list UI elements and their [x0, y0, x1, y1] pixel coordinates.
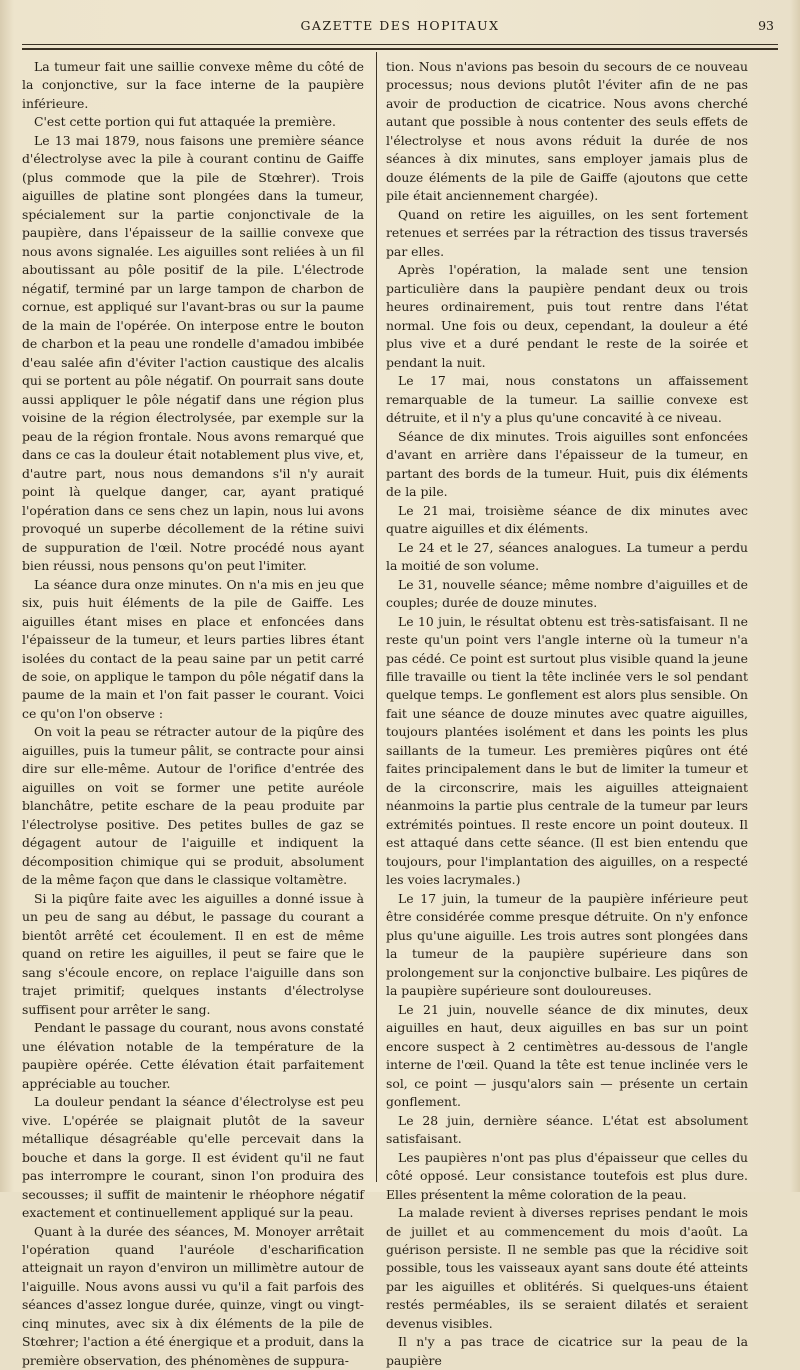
paragraph: tion. Nous n'avions pas besoin du secours de ce nouveau processus; nous devions plutôt l'éviter afin de ne pas avoir de production de cicatrice. Nous avons cherché autant que possible à nous contenter des seuls effets de l'électrolyse et nous avons réduit la durée de nos séances à dix minutes, sans employer jamais plus de douze éléments de la pile de Gaiffe (ajoutons que cette pile était anciennement chargée). — [386, 59, 748, 204]
paragraph: On voit la peau se rétracter autour de la piqûre des aiguilles, puis la tumeur pâlit, se contracte pour ainsi dire sur elle-même. Autour de l'orifice d'entrée des aiguilles on voit se former une petite auréole blanchâtre, petite eschare de la peau produite par l'électrolyse positive. Des petites bulles de gaz se dégagent autour de l'aiguille et indiquent la décomposition chimique qui se produit, absolument de la même façon que dans le classique voltamètre. — [22, 724, 364, 888]
paragraph: Pendant le passage du courant, nous avons constaté une élévation notable de la température de la paupière opérée. Cette élévation était parfaitement appréciable au toucher. — [22, 1020, 364, 1091]
paragraph: Le 17 mai, nous constatons un affaissement remarquable de la tumeur. La saillie convexe est détruite, et il n'y a plus qu'une concavité à ce niveau. — [386, 373, 748, 426]
paragraph: Le 28 juin, dernière séance. L'état est absolument satisfaisant. — [386, 1112, 748, 1147]
page-number: 93 — [758, 18, 774, 33]
header-rule-thick — [22, 48, 778, 50]
left-column — [22, 58, 364, 1368]
paragraph: Le 31, nouvelle séance; même nombre d'aiguilles et de couples; durée de douze minutes. — [386, 576, 748, 611]
paragraph: Si la piqûre faite avec les aiguilles a donné issue à un peu de sang au début, le passage du courant a bientôt arrêté cet écoulement. Il en est de même quand on retire les aiguilles, il peut se faire que le sang s'écoule encore, on replace l'aiguille dans son trajet primitif; quelques instants d'électrolyse suffisent pour arrêter le sang. — [22, 890, 364, 1017]
paragraph: La séance dura onze minutes. On n'a mis en jeu que six, puis huit éléments de la pile de Gaiffe. Les aiguilles étant mises en place et enfoncées dans l'épaisseur de la tumeur, et leurs parties libres étant isolées du contact de la peau saine par un petit carré de soie, on applique le tampon du pôle négatif dans la paume de la main et l'on fait passer le courant. Voici ce qu'on l'on observe : — [22, 576, 364, 721]
paragraph: Le 10 juin, le résultat obtenu est très-satisfaisant. Il ne reste qu'un point vers l'angle interne où la tumeur n'a pas cédé. Ce point est surtout plus visible quand la jeune fille travaille ou tient la tête inclinée vers le sol pendant quelque temps. Le gonflement est alors plus sensible. On fait une séance de douze minutes avec quatre aiguilles, toujours plantées isolément et dans les points les plus saillants de la tumeur. Les premières piqûres ont été faites principalement dans le but de limiter la tumeur et de la circonscrire, mais les aiguilles atteignaient néanmoins la partie plus centrale de la tumeur par leurs extrémités pointues. Il reste encore un point douteux. Il est attaqué dans cette séance. (Il est bien entendu que toujours, pour l'implantation des aiguilles, on a respecté les voies lacrymales.) — [386, 613, 748, 888]
header-rule-thin — [22, 44, 778, 45]
column-divider — [376, 52, 377, 1182]
paragraph: Après l'opération, la malade sent une tension particulière dans la paupière pendant deux ou trois heures ordinairement, puis tout rentre dans l'état normal. Une fois ou deux, cependant, la douleur a été plus vive et a duré pendant le reste de la soirée et pendant la nuit. — [386, 262, 748, 370]
page-header — [20, 14, 780, 36]
paragraph: La malade revient à diverses reprises pendant le mois de juillet et au commencement du mois d'août. La guérison persiste. Il ne semble pas que la récidive soit possible, tous les vaisseaux ayant sans doute été atteints par les aiguilles et oblitérés. Si quelques-uns étaient restés perméables, ils se seraient dilatés et seraient devenus visibles. — [386, 1205, 748, 1331]
paragraph: C'est cette portion qui fut attaquée la première. — [34, 114, 336, 130]
paragraph: Les paupières n'ont pas plus d'épaisseur que celles du côté opposé. Leur consistance toutefois est plus dure. Elles présentent la même coloration de la peau. — [386, 1149, 748, 1202]
paragraph: Séance de dix minutes. Trois aiguilles sont enfoncées d'avant en arrière dans l'épaisseur de la tumeur, en partant des bords de la tumeur. Huit, puis dix éléments de la pile. — [386, 428, 748, 500]
paragraph: Le 21 juin, nouvelle séance de dix minutes, deux aiguilles en haut, deux aiguilles en bas sur un point encore suspect à 2 centimètres au-dessous de l'angle interne de l'œil. Quand la tête est tenue inclinée vers le sol, ce point — jusqu'alors sain — présente un certain gonflement. — [386, 1001, 748, 1110]
journal-title: GAZETTE DES HOPITAUX — [300, 18, 500, 33]
paragraph: Il n'y a pas trace de cicatrice sur la peau de la paupière — [386, 1334, 748, 1368]
right-column — [386, 58, 748, 1368]
paragraph: Le 24 et le 27, séances analogues. La tumeur a perdu la moitié de son volume. — [386, 539, 748, 574]
paragraph: Quant à la durée des séances, M. Monoyer arrêtait l'opération quand l'auréole d'escharification atteignait un rayon d'environ un millimètre autour de l'aiguille. Nous avons aussi vu qu'il a fait parfois des séances d'assez longue durée, quinze, vingt ou vingt-cinq minutes, avec six à dix éléments de la pile de Stœhrer; l'action a été énergique et a produit, dans la première observation, des phénomènes de suppura- — [22, 1223, 364, 1368]
paragraph: Le 13 mai 1879, nous faisons une première séance d'électrolyse avec la pile à courant continu de Gaiffe (plus commode que la pile de Stœhrer). Trois aiguilles de platine sont plongées dans la tumeur, spécialement sur la partie conjonctivale de la paupière, dans l'épaisseur de la saillie convexe que nous avons signalée. Les aiguilles sont reliées à un fil aboutissant au pôle positif de la pile. L'électrode négatif, terminé par un large tampon de charbon de cornue, est appliqué sur l'avant-bras ou sur la paume de la main de l'opérée. On interpose entre le bouton de charbon et la peau une rondelle d'amadou imbibée d'eau salée afin d'éviter l'action caustique des alcalis qui se portent au pôle négatif. On pourrait sans doute aussi appliquer le pôle négatif dans une région plus voisine de la région électrolysée, par exemple sur la peau de la région frontale. Nous avons remarqué que dans ce cas la douleur était notablement plus vive, et, d'autre part, nous nous demandons s'il n'y aurait point là quelque danger, car, ayant pratiqué l'opération dans ce sens chez un lapin, nous lui avons provoqué un superbe décollement de la rétine suivi de suppuration de l'œil. Notre procédé nous ayant bien réussi, nous pensons qu'on peut l'imiter. — [22, 132, 364, 574]
paragraph: Quand on retire les aiguilles, on les sent fortement retenues et serrées par la rétraction des tissus traversés par elles. — [386, 206, 748, 259]
paragraph: La douleur pendant la séance d'électrolyse est peu vive. L'opérée se plaignait plutôt de la saveur métallique désagréable qu'elle percevait dans la bouche et dans la gorge. Il est évident qu'il ne faut pas interrompre le courant, sinon l'on produira des secousses; il suffit de maintenir le rhéophore négatif exactement et continuellement appliqué sur la peau. — [22, 1094, 364, 1221]
paragraph: Le 17 juin, la tumeur de la paupière inférieure peut être considérée comme presque détruite. On n'y enfonce plus qu'une aiguille. Les trois autres sont plongées dans la tumeur de la paupière supérieure dans son prolongement sur la conjonctive bulbaire. Les piqûres de la paupière supérieure sont douloureuses. — [386, 890, 748, 999]
paragraph: La tumeur fait une saillie convexe même du côté de la conjonctive, sur la face interne de la paupière inférieure. — [22, 59, 364, 111]
paragraph: Le 21 mai, troisième séance de dix minutes avec quatre aiguilles et dix éléments. — [386, 502, 748, 537]
